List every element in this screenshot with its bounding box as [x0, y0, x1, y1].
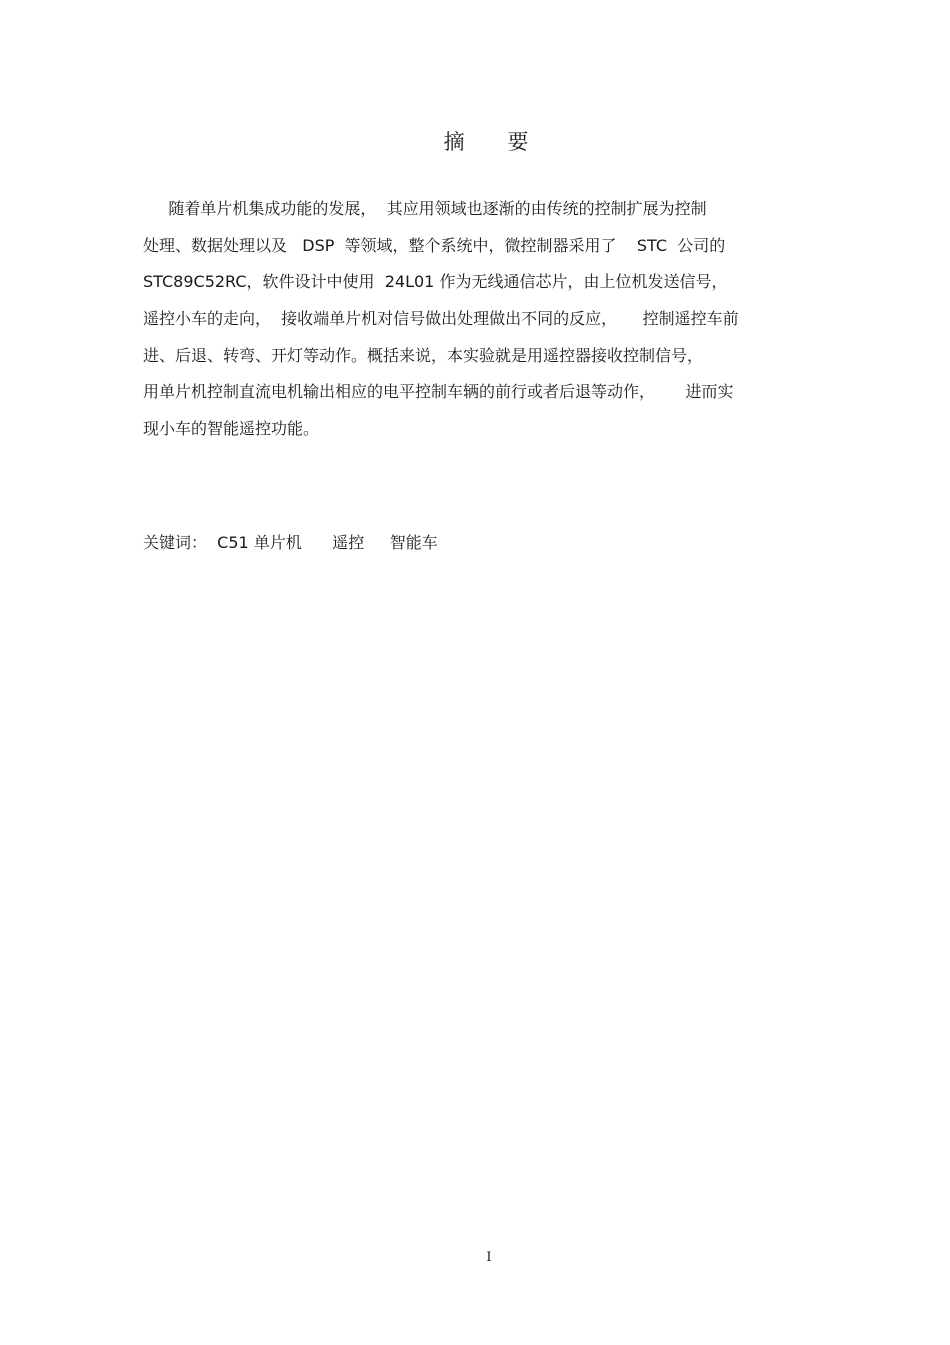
abstract-line: STC89C52RC，软件设计中使用 24L01 作为无线通信芯片，由上位机发送信号， — [143, 272, 728, 292]
abstract-line: 现小车的智能遥控功能。 — [143, 419, 320, 439]
keywords: 关键词： C51 单片机 遥控 智能车 — [143, 533, 438, 552]
abstract-line: 随着单片机集成功能的发展， 其应用领域也逐渐的由传统的控制扩展为控制 — [143, 199, 707, 218]
abstract-line: 处理、数据处理以及 DSP 等领域，整个系统中，微控制器采用了 STC 公司的 — [143, 235, 726, 255]
abstract-line: 用单片机控制直流电机输出相应的电平控制车辆的前行或者后退等动作， 进而实 — [143, 382, 734, 402]
abstract-line: 进、后退、转弯、开灯等动作。概括来说，本实验就是用遥控器接收控制信号， — [143, 345, 704, 365]
page-number: I — [486, 1250, 492, 1265]
page-title: 摘 要 — [443, 130, 547, 154]
abstract-body — [143, 191, 808, 448]
abstract-line: 遥控小车的走向， 接收端单片机对信号做出处理做出不同的反应， 控制遥控车前 — [143, 309, 739, 329]
